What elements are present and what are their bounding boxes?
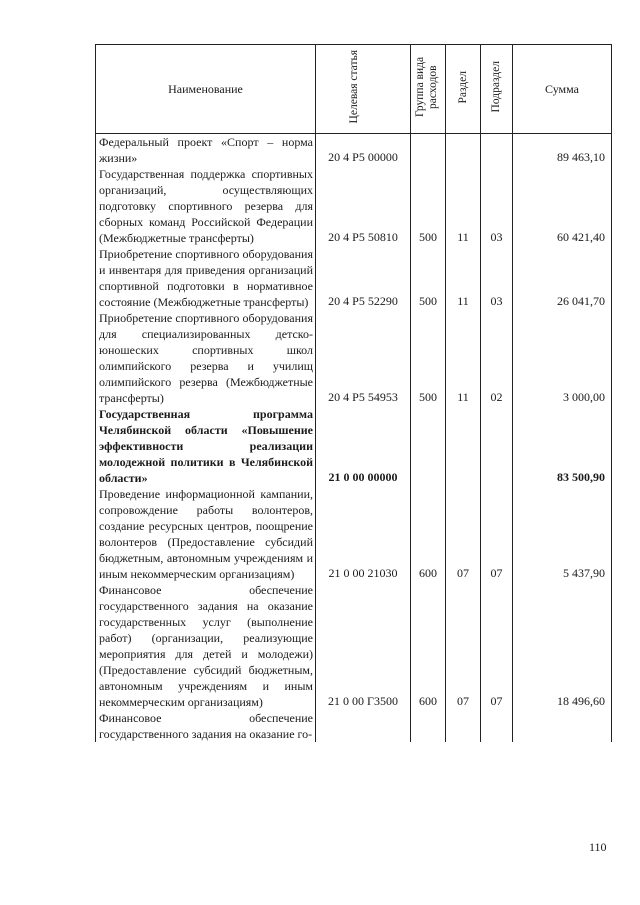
header-section-label: Раздел xyxy=(456,70,469,104)
header-group xyxy=(411,45,446,134)
row-name: Приобретение спортивного оборудования для специализированных детско-юношеских спортивных школ олимпийского резерва и училищ олимпийского резерва (Межбюджетные трансферты) xyxy=(96,310,316,406)
row-name: Федеральный проект «Спорт – норма жизни» xyxy=(96,134,316,167)
row-name: Государственная программа Челябинской области «Повышение эффективности реализации молодежной политики в Челябинской области» xyxy=(96,406,316,486)
row-name: Финансовое обеспечение государственного задания на оказание го- xyxy=(96,710,316,742)
row-target xyxy=(316,710,411,742)
row-group xyxy=(411,134,446,167)
row-group: 600 xyxy=(411,582,446,710)
row-group: 600 xyxy=(411,486,446,582)
row-subsection: 03 xyxy=(481,166,513,246)
header-subsection xyxy=(481,45,513,134)
row-subsection xyxy=(481,406,513,486)
row-group xyxy=(411,710,446,742)
header-group-label: Группа вида расходов xyxy=(414,56,439,118)
row-section: 11 xyxy=(446,246,481,310)
table-row xyxy=(96,166,612,246)
header-sum: Сумма xyxy=(513,45,612,134)
budget-table xyxy=(95,44,612,742)
header-target xyxy=(316,45,411,134)
table-row xyxy=(96,710,612,742)
row-section: 11 xyxy=(446,166,481,246)
table-body xyxy=(96,134,612,743)
row-sum: 26 041,70 xyxy=(513,246,612,310)
row-sum: 3 000,00 xyxy=(513,310,612,406)
row-group: 500 xyxy=(411,310,446,406)
table-row xyxy=(96,582,612,710)
row-group: 500 xyxy=(411,246,446,310)
header-section xyxy=(446,45,481,134)
row-target: 20 4 P5 50810 xyxy=(316,166,411,246)
header-subsection-label: Подраздел xyxy=(490,61,502,113)
row-sum: 18 496,60 xyxy=(513,582,612,710)
table-header xyxy=(96,45,612,134)
row-name: Приобретение спортивного оборудования и инвентаря для приведения организаций спортивной подготовки в нормативное состояние (Межбюджетные трансферты) xyxy=(96,246,316,310)
row-section xyxy=(446,134,481,167)
row-section xyxy=(446,406,481,486)
row-sum: 5 437,90 xyxy=(513,486,612,582)
row-target: 21 0 00 00000 xyxy=(316,406,411,486)
row-section: 07 xyxy=(446,582,481,710)
row-name: Государственная поддержка спортивных организаций, осуществляющих подготовку спортивного резерва для сборных команд Российской Федерации (Межбюджетные трансферты) xyxy=(96,166,316,246)
row-section: 07 xyxy=(446,486,481,582)
row-group: 500 xyxy=(411,166,446,246)
row-sum: 89 463,10 xyxy=(513,134,612,167)
row-target: 20 4 P5 00000 xyxy=(316,134,411,167)
table-row xyxy=(96,246,612,310)
row-subsection: 02 xyxy=(481,310,513,406)
row-subsection xyxy=(481,710,513,742)
row-target: 20 4 P5 54953 xyxy=(316,310,411,406)
row-subsection: 07 xyxy=(481,582,513,710)
row-sum xyxy=(513,710,612,742)
row-subsection: 03 xyxy=(481,246,513,310)
header-name: Наименование xyxy=(96,45,316,134)
table-row xyxy=(96,310,612,406)
row-section xyxy=(446,710,481,742)
row-sum: 60 421,40 xyxy=(513,166,612,246)
row-name: Проведение информационной кампании, сопровождение работы волонтеров, создание ресурсных центров, поощрение волонтеров (Предоставление субсидий бюджетным, автономным учреждениям и иным некоммерческим организациям) xyxy=(96,486,316,582)
row-sum: 83 500,90 xyxy=(513,406,612,486)
row-group xyxy=(411,406,446,486)
header-target-label: Целевая статья xyxy=(348,50,360,124)
row-section: 11 xyxy=(446,310,481,406)
row-target: 21 0 00 Г3500 xyxy=(316,582,411,710)
table-row xyxy=(96,406,612,486)
page-number: 110 xyxy=(589,840,607,854)
row-name: Финансовое обеспечение государственного задания на оказание государственных услуг (выполнение работ) (организации, реализующие мероприятия для детей и молодежи) (Предоставление субсидий бюджетным, автономным учреждениям и иным некоммерческим организациям) xyxy=(96,582,316,710)
row-target: 21 0 00 21030 xyxy=(316,486,411,582)
table-row xyxy=(96,134,612,167)
row-subsection: 07 xyxy=(481,486,513,582)
table-row xyxy=(96,486,612,582)
row-subsection xyxy=(481,134,513,167)
row-target: 20 4 P5 52290 xyxy=(316,246,411,310)
